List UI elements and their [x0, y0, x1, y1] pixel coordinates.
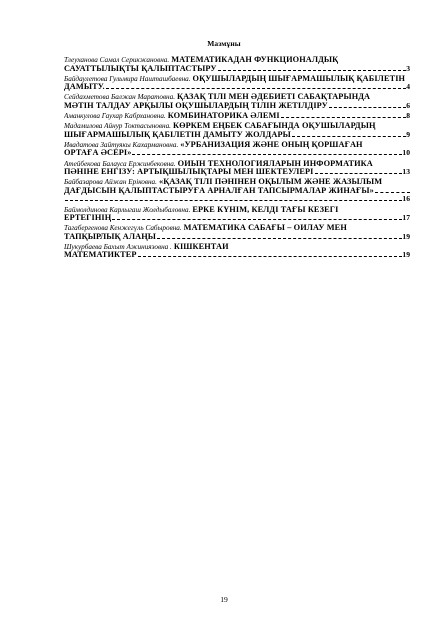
entry-author: Шукурбаева Бахыт Ажиниязовна .	[64, 242, 172, 251]
dot-leader	[138, 252, 403, 257]
toc-line	[64, 131, 410, 140]
toc-entry	[64, 206, 410, 223]
toc-line	[64, 75, 410, 84]
toc-line	[64, 122, 410, 131]
entry-author: Байбазарова Айжан Ерiковна.	[64, 178, 157, 187]
toc-line	[64, 168, 410, 177]
entry-title: САУАТТЫЛЫҚТЫ ҚАЛЫПТАСТЫРУ	[64, 64, 217, 73]
entry-author: Байдаулетова Гульмира Нашташбаевна.	[64, 74, 191, 83]
entry-title: «ҚАЗАҚ ТІЛІ ПӘНІНЕН ОҚЫЛЫМ ЖӘНЕ ЖАЗЫЛЫМ	[158, 178, 383, 187]
entry-page-number: 19	[402, 251, 410, 260]
dot-leader	[132, 150, 402, 155]
dot-leader	[218, 66, 407, 71]
dot-leader	[315, 169, 403, 174]
entry-page-number: 9	[406, 130, 410, 139]
toc-line	[64, 195, 410, 204]
toc-entry	[64, 122, 410, 139]
entry-author: Ивадатова Зайтуякы Кахармановна.	[64, 140, 179, 149]
entry-author: Сейдахметова Балжан Маратовна.	[64, 93, 176, 102]
dot-leader	[157, 234, 402, 239]
toc-entry	[64, 141, 410, 158]
page-number: 19	[220, 595, 228, 604]
entry-title: ШЫҒАРМАШЫЛЫҚ ҚАБІЛЕТІН ДАМЫТУ ЖОЛДАРЫ	[64, 130, 291, 139]
entry-author: Тагаберғенова Кенжегүль Сабыровна.	[64, 224, 182, 233]
entry-title: МӘТІН ТАЛДАУ АРҚЫЛЫ ОҚУШЫЛАРДЫҢ ТІЛІН ЖЕТІЛДІРУ	[64, 101, 328, 110]
toc-line	[64, 233, 410, 242]
toc-entry	[64, 75, 410, 92]
entry-author: Аманкулова Гаухар Кабрхановна.	[64, 112, 166, 121]
toc-line	[64, 214, 410, 223]
toc-line	[64, 149, 410, 158]
dot-leader	[292, 132, 406, 137]
toc-line	[64, 178, 410, 187]
entry-page-number: 6	[406, 101, 410, 110]
entry-page-number: 3	[406, 64, 410, 73]
entry-page-number: 8	[406, 112, 410, 121]
entry-title: МАТЕМАТИКА САБАҒЫ – ОЙЛАУ МЕН	[183, 224, 347, 233]
entry-page-number: 16	[402, 195, 410, 204]
entry-title: МАТЕМАТИКАДАН ФУНКЦИОНАЛДЫҚ	[171, 56, 339, 64]
entry-page-number: 4	[406, 83, 410, 92]
toc-entry	[64, 178, 410, 204]
toc-line	[64, 65, 410, 74]
toc-line	[64, 206, 410, 215]
entry-title: КІШКЕНТАЙ	[173, 242, 229, 251]
entry-title: ОЙЫН ТЕХНОЛОГИЯЛАРЫН ИНФОРМАТИКА	[177, 159, 373, 168]
entry-title: МАТЕМАТИКТЕР	[64, 251, 137, 260]
entry-title: ОРТАҒА ӘСЕРІ»	[64, 149, 132, 158]
dot-leader	[106, 84, 406, 89]
entry-author: Баймолдинова Карлыгаш Жолдыбаловна.	[64, 205, 191, 214]
entry-page-number: 13	[402, 168, 410, 177]
toc-line	[64, 102, 410, 111]
dot-leader	[65, 196, 402, 201]
toc-entry	[64, 56, 410, 73]
toc-line	[64, 187, 410, 196]
toc-entry	[64, 243, 410, 260]
entry-title: ОҚУШЫЛАРДЫҢ ШЫҒАРМАШЫЛЫҚ ҚАБІЛЕТІН	[192, 74, 406, 83]
toc-line	[64, 251, 410, 260]
toc-line	[64, 243, 410, 252]
toc-line	[64, 83, 410, 92]
toc-entry	[64, 93, 410, 110]
entry-title: ДАМЫТУ.	[64, 83, 105, 92]
entry-title: ЕРКЕ КҮНІМ, КЕЛДІ ТАҒЫ КЕЗЕГІ	[192, 205, 339, 214]
dot-leader	[375, 188, 410, 193]
toc-line	[64, 160, 410, 169]
toc-line	[64, 224, 410, 233]
dot-leader	[281, 113, 406, 118]
entry-title: ЕРТЕГІНІҢ	[64, 214, 112, 223]
entry-title: КӨРКЕМ ЕҢБЕК САБАҒЫНДА ОҚУШЫЛАРДЫҢ	[172, 122, 376, 131]
entry-author: Мадамилова Айнур Токтасыновна.	[64, 122, 171, 131]
entry-title: ПӘНІНЕ ЕНГІЗУ: АРТЫҚШЫЛЫҚТАРЫ МЕН ШЕКТЕУЛЕРІ	[64, 168, 314, 177]
toc-entry	[64, 224, 410, 241]
entry-page-number: 10	[402, 149, 410, 158]
toc-line	[64, 112, 410, 121]
table-of-contents	[64, 56, 410, 262]
entry-title: ТАПҚЫРЛЫҚ АЛАҢЫ	[64, 232, 157, 241]
dot-leader	[112, 215, 402, 220]
entry-author: Тлеуханова Самал Серикжановна.	[64, 56, 170, 64]
toc-line	[64, 93, 410, 102]
dot-leader	[329, 103, 406, 108]
entry-page-number: 19	[402, 232, 410, 241]
toc-line	[64, 56, 410, 65]
toc-entry	[64, 160, 410, 177]
entry-page-number: 17	[402, 214, 410, 223]
toc-entry	[64, 112, 410, 121]
entry-author: Атейбекова Балауса Ержинбековна.	[64, 159, 176, 168]
entry-title: ДАҒДЫСЫН ҚАЛЫПТАСТЫРУҒА АРНАЛҒАН ТАПСЫРМАЛАР ЖИНАҒЫ»	[64, 186, 374, 195]
entry-title: «УРБАНИЗАЦИЯ ЖӘНЕ ОНЫҢ ҚОРШАҒАН	[180, 140, 363, 149]
page-title: Мазмұны	[207, 39, 241, 48]
entry-title: КОМБИНАТОРИКА ӘЛЕМІ	[167, 112, 280, 121]
entry-title: ҚАЗАҚ ТІЛІ МЕН ӘДЕБИЕТІ САБАҚТАРЫНДА	[177, 93, 371, 102]
toc-line	[64, 141, 410, 150]
